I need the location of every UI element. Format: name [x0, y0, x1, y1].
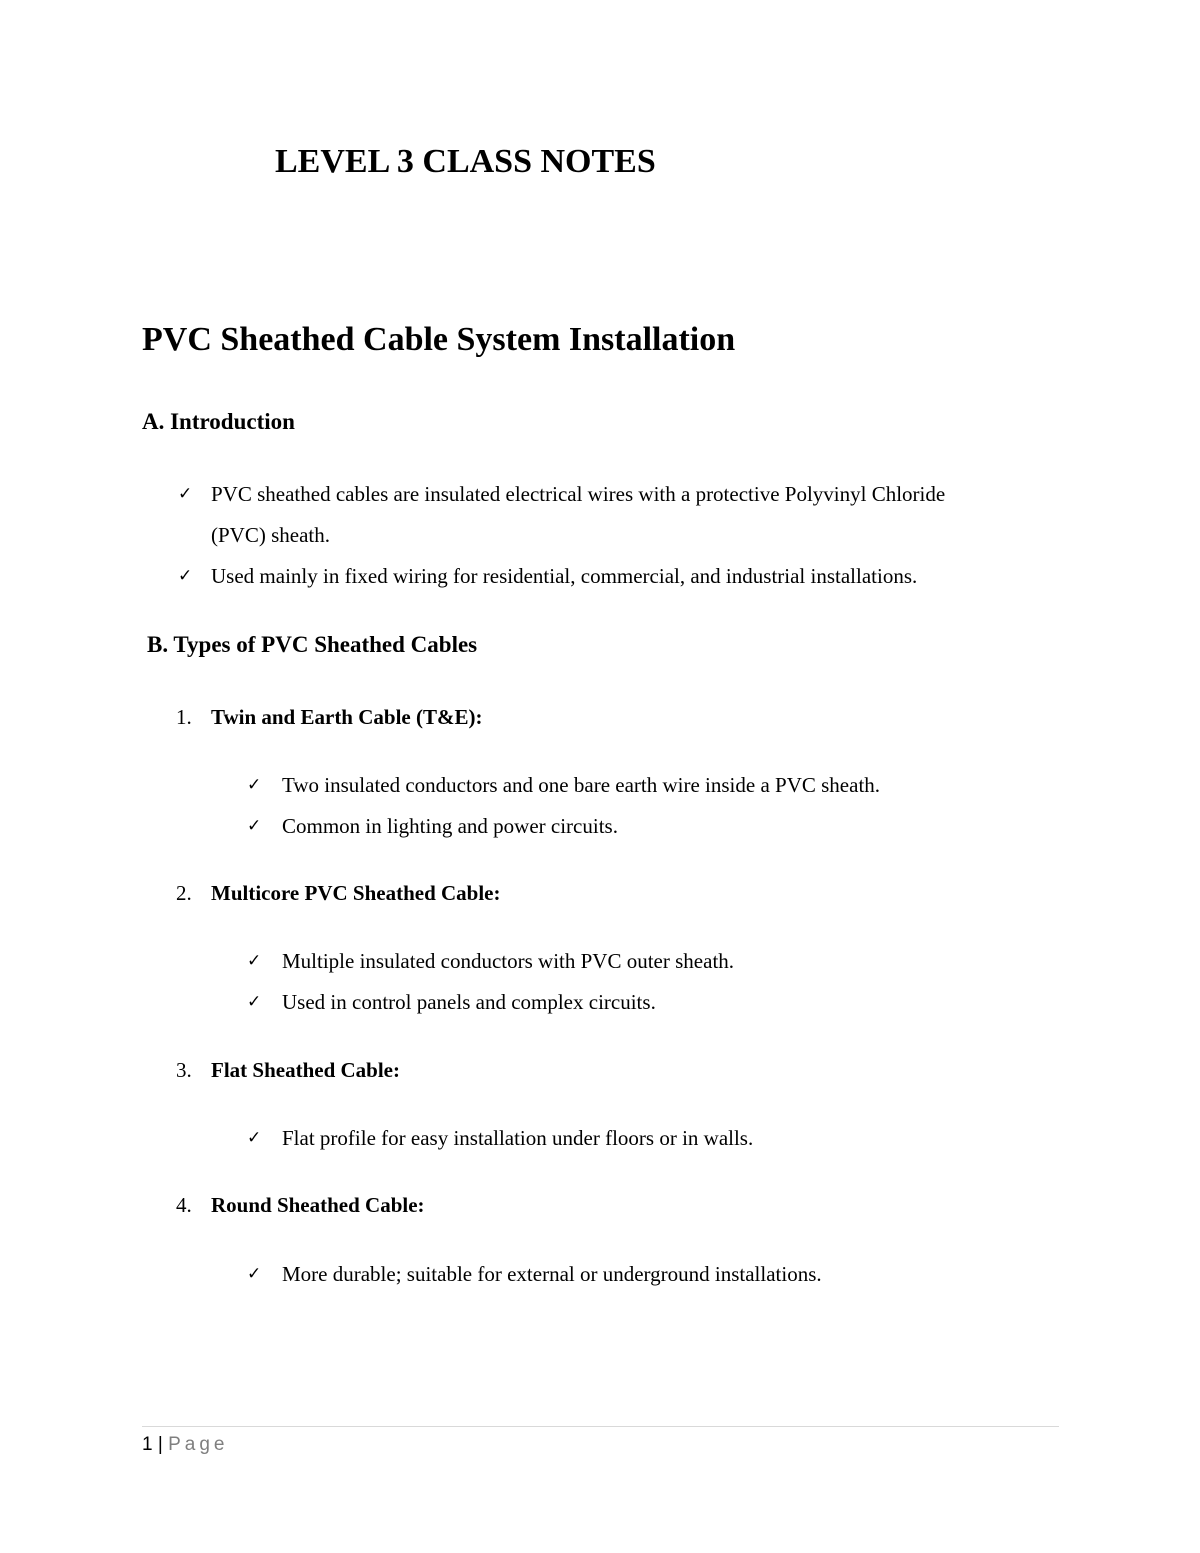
page-label: Page: [168, 1434, 229, 1455]
list-number: 2.: [176, 881, 192, 905]
page-number: 1: [142, 1434, 153, 1455]
footer-separator: |: [157, 1434, 163, 1455]
type-label-twin-earth: Twin and Earth Cable (T&E):: [211, 705, 483, 729]
intro-bullet-1: PVC sheathed cables are insulated electrical wires with a protective Polyvinyl Chloride: [211, 482, 946, 506]
check-icon: ✓: [247, 1128, 262, 1148]
type-point: Common in lighting and power circuits.: [282, 814, 618, 838]
type-point: Multiple insulated conductors with PVC outer sheath.: [282, 949, 735, 973]
type-label-flat: Flat Sheathed Cable:: [211, 1058, 400, 1082]
check-icon: ✓: [178, 484, 193, 504]
document-title: LEVEL 3 CLASS NOTES: [275, 143, 656, 180]
page-footer: [142, 1431, 228, 1459]
intro-heading: A. Introduction: [142, 409, 295, 434]
types-heading: B. Types of PVC Sheathed Cables: [147, 632, 478, 657]
type-point: More durable; suitable for external or underground installations.: [282, 1262, 822, 1286]
type-point: Used in control panels and complex circuits.: [282, 990, 656, 1014]
intro-bullet-1-continuation: (PVC) sheath.: [211, 523, 330, 547]
check-icon: ✓: [178, 566, 193, 586]
check-icon: ✓: [247, 951, 262, 971]
intro-bullet-2: Used mainly in fixed wiring for residential, commercial, and industrial installations.: [211, 564, 918, 588]
list-number: 1.: [176, 705, 192, 729]
list-number: 4.: [176, 1193, 192, 1217]
type-label-round: Round Sheathed Cable:: [211, 1193, 425, 1217]
list-number: 3.: [176, 1058, 192, 1082]
check-icon: ✓: [247, 775, 262, 795]
check-icon: ✓: [247, 992, 262, 1012]
check-icon: ✓: [247, 816, 262, 836]
footer-divider: [142, 1426, 1059, 1427]
type-label-multicore: Multicore PVC Sheathed Cable:: [211, 881, 501, 905]
type-point: Two insulated conductors and one bare earth wire inside a PVC sheath.: [282, 773, 881, 797]
check-icon: ✓: [247, 1264, 262, 1284]
type-point: Flat profile for easy installation under floors or in walls.: [282, 1126, 754, 1150]
section-title: PVC Sheathed Cable System Installation: [142, 321, 736, 358]
